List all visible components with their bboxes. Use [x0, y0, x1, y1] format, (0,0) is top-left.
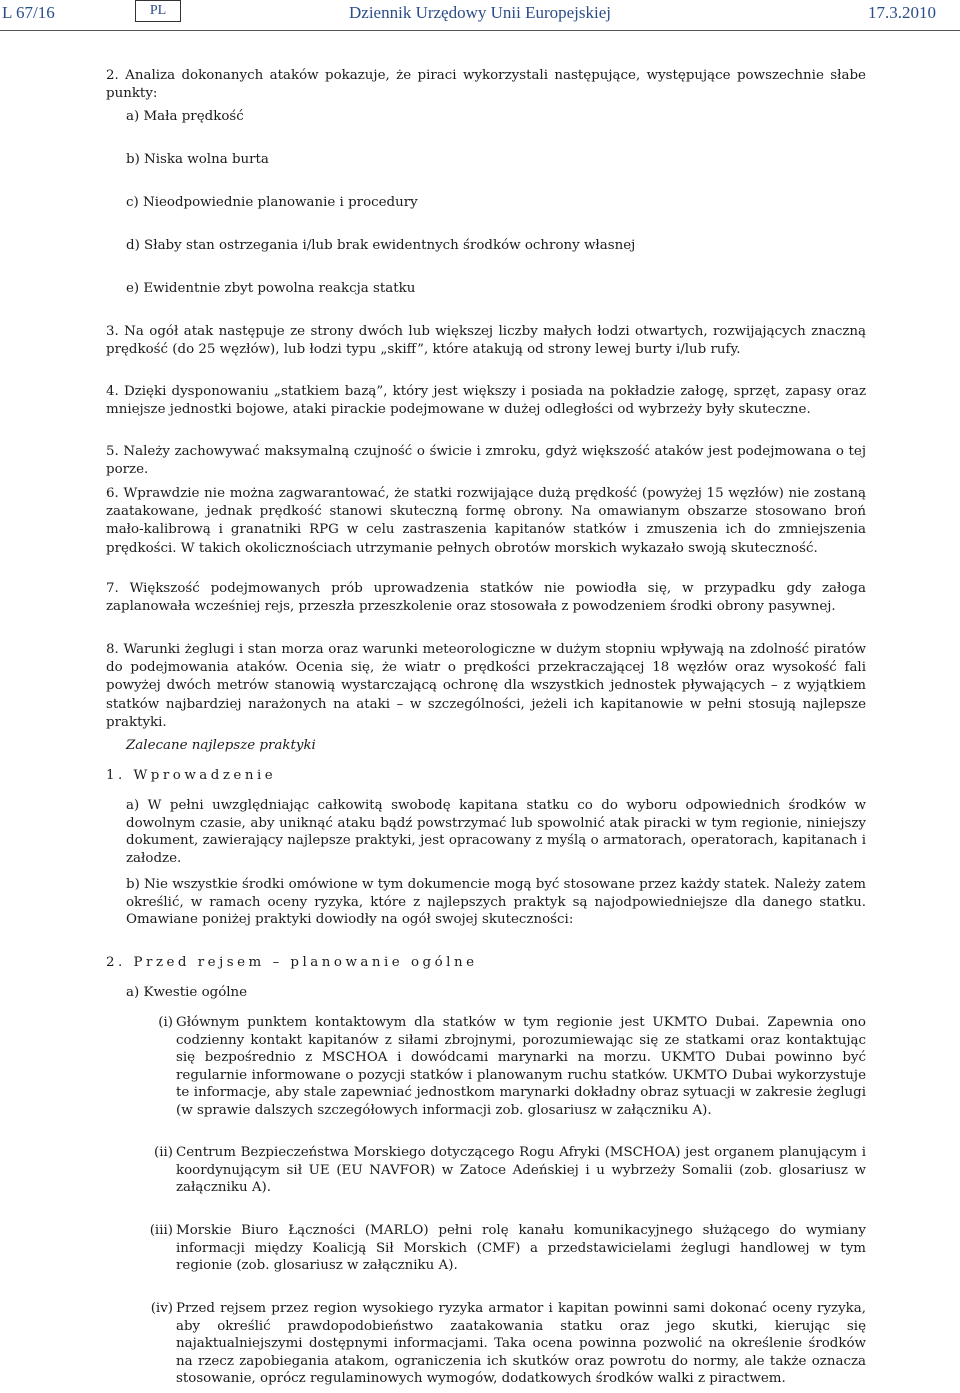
paragraph-5: 5. Należy zachowywać maksymalną czujność o świcie i zmroku, gdyż większość ataków jest podejmowana o tej porze. [106, 444, 866, 478]
heading-przed-rejsem: 2. Przed rejsem – planowanie ogólne [106, 955, 478, 970]
language-badge: PL [135, 0, 181, 22]
item-number: (i) [158, 1015, 173, 1030]
item-text: Przed rejsem przez region wysokiego ryzyka armator i kapitan powinni sami dokonać oceny ryzyka, aby określić prawdopodobieństwo zaatakowania statku oraz jego skutki, kierując się najaktualniejszymi dostępnymi informacjami. Taka ocena powinna pozwolić na określenie środków na rzecz zapobiegania atakom, ograniczenia ich skutków oraz powrotu do normy, ale także oznacza stosowanie, oprócz regulaminowych wymogów, dodatkowych środków walki z piractwem. [176, 1301, 866, 1387]
list-item: c) Nieodpowiednie planowanie i procedury [126, 195, 418, 210]
point-1a: a) W pełni uwzględniając całkowitą swobodę kapitana statku co do wyboru odpowiednich środków w dowolnym czasie, aby uniknąć ataku bądź powstrzymać lub spowolnić atak piracki w tym regionie, niniejszy dokument, zawierający najlepsze praktyki, jest opracowany z myślą o armatorach, operatorach, kapitanach i załodze. [126, 798, 866, 866]
page-header [0, 0, 960, 30]
list-item: b) Niska wolna burta [126, 152, 269, 167]
page-reference: L 67/16 [2, 3, 55, 22]
paragraph-2: 2. Analiza dokonanych ataków pokazuje, że piraci wykorzystali następujące, występujące powszechnie słabe punkty: [106, 68, 866, 102]
item-text: Centrum Bezpieczeństwa Morskiego dotyczącego Rogu Afryki (MSCHOA) jest organem planującym i koordynującym sił UE (EU NAVFOR) w Zatoce Adeńskiej i u wybrzeży Somalii (zob. glosariusz w załączniku A). [176, 1145, 866, 1196]
item-number: (ii) [153, 1145, 173, 1160]
paragraph-8: 8. Warunki żeglugi i stan morza oraz warunki meteorologiczne w dużym stopniu wpływają na zdolność piratów do podejmowania ataków. Ocenia się, że wiatr o prędkości przekraczającej 18 węzłów oraz wysokość fali powyżej dwóch metrów stanowią wystarczającą ochronę dla wszystkich jednostek pływających – z wyjątkiem statków najbardziej narażonych na ataki – w szczególności, jeżeli ich kapitanowie w pełni stosują najlepsze praktyki. [106, 642, 866, 730]
list-item: a) Mała prędkość [126, 109, 244, 124]
item-number: (iv) [150, 1301, 173, 1316]
list-item: d) Słaby stan ostrzegania i/lub brak ewidentnych środków ochrony własnej [126, 238, 636, 253]
paragraph-7: 7. Większość podejmowanych prób uprowadzenia statków nie powiodła się, w przypadku gdy załoga zaplanowała wcześniej rejs, przeszła przeszkolenie oraz stosowała z powodzeniem środki obrony pasywnej. [106, 581, 866, 615]
section-title: Zalecane najlepsze praktyki [126, 738, 316, 753]
publication-date: 17.3.2010 [868, 3, 936, 22]
item-number: (iii) [149, 1223, 173, 1238]
list-item [143, 1300, 866, 1388]
list-item [143, 1222, 866, 1275]
list-item: e) Ewidentnie zbyt powolna reakcja statku [126, 281, 416, 296]
heading-wprowadzenie: 1. Wprowadzenie [106, 768, 277, 783]
item-text: Głównym punktem kontaktowym dla statków w tym regionie jest UKMTO Dubai. Zapewnia ono codzienny kontakt kapitanów z siłami zbrojnymi, porozumiewając się ze statkami oraz kontaktując się bezpośrednio z MSCHOA i dowódcami marynarki na morzu. UKMTO Dubai powinno być regularnie informowane o pozycji statków i planowanym ruchu statków. UKMTO Dubai wykorzystuje te informacje, aby stale zapewniać jednostkom marynarki dokładny obraz sytuacji w zakresie żeglugi (w sprawie dalszych szczegółowych informacji zob. glosariusz w załączniku A). [176, 1015, 866, 1118]
item-text: Morskie Biuro Łączności (MARLO) pełni rolę kanału komunikacyjnego służącego do wymiany informacji między Koalicją Sił Morskich (CMF) a przedstawicielami żeglugi handlowej w tym regionie (zob. glosariusz w załączniku A). [176, 1223, 866, 1274]
paragraph-3: 3. Na ogół atak następuje ze strony dwóch lub większej liczby małych łodzi otwartych, rozwijających znaczną prędkość (do 25 węzłów), lub łodzi typu „skiff”, które atakują od strony lewej burty i/lub rufy. [106, 324, 866, 358]
journal-title: Dziennik Urzędowy Unii Europejskiej [349, 3, 612, 22]
list-item [143, 1144, 866, 1197]
point-1b: b) Nie wszystkie środki omówione w tym dokumencie mogą być stosowane przez każdy statek. Należy zatem określić, w ramach oceny ryzyka, które z najlepszych praktyk są najodpowiedniejsze dla danego statku. Omawiane poniżej praktyki dowiodły na ogół swojej skuteczności: [126, 877, 866, 928]
paragraph-6: 6. Wprawdzie nie można zagwarantować, że statki rozwijające dużą prędkość (powyżej 15 węzłów) nie zostaną zaatakowane, jednak prędkość stanowi skuteczną formę obrony. Na omawianym obszarze stosowano broń mało-kalibrową i granatniki RPG w celu zastraszenia kapitanów statków i zmuszenia ich do zmniejszenia prędkości. W takich okolicznościach utrzymanie pełnych obrotów morskich wykazało swoją skuteczność. [106, 486, 866, 556]
header-rule [0, 30, 960, 31]
list-item [143, 1014, 866, 1120]
paragraph-4: 4. Dzięki dysponowaniu „statkiem bazą”, który jest większy i posiada na pokładzie załogę, sprzęt, zapasy oraz mniejsze jednostki bojowe, ataki pirackie podejmowane w dużej odległości od wybrzeży były skuteczne. [106, 384, 866, 418]
point-2a-label: a) Kwestie ogólne [126, 985, 248, 1000]
